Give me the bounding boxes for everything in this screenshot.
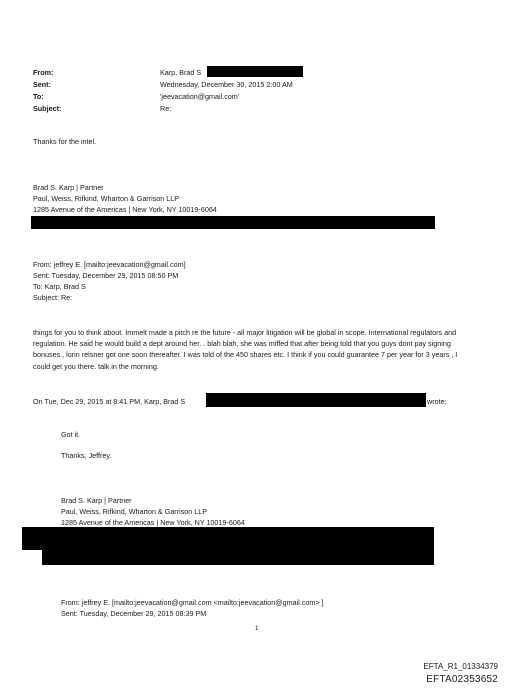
quoted-sent-line: Sent: Tuesday, December 29, 2015 08:39 PM bbox=[61, 609, 207, 618]
quoted-subject-line: Subject: Re: bbox=[33, 293, 73, 302]
redaction-box bbox=[207, 66, 303, 77]
sent-label: Sent: bbox=[33, 80, 51, 89]
quoted-to-line: To: Karp, Brad S bbox=[33, 282, 86, 291]
wrote-line-prefix: On Tue, Dec 29, 2015 at 8:41 PM, Karp, Brad S bbox=[33, 397, 186, 406]
signature-firm: Paul, Weiss, Rifkind, Wharton & Garrison LLP bbox=[33, 194, 180, 203]
from-value: Karp, Brad S bbox=[160, 68, 202, 77]
redaction-box bbox=[206, 393, 426, 407]
document-reference-secondary: EFTA02353652 bbox=[426, 674, 498, 685]
to-value: 'jeevacation@gmail.com' bbox=[160, 92, 240, 101]
page-number: 1 bbox=[255, 626, 259, 632]
from-label: From: bbox=[33, 68, 54, 77]
subject-label: Subject: bbox=[33, 104, 62, 113]
quoted-got-it: Got it. bbox=[61, 430, 81, 439]
reply-body: Thanks for the intel. bbox=[33, 137, 97, 146]
to-label: To: bbox=[33, 92, 44, 101]
document-reference-primary: EFTA_R1_01334379 bbox=[423, 662, 498, 671]
quoted-thanks: Thanks, Jeffrey. bbox=[61, 451, 112, 460]
signature-name: Brad S. Karp | Partner bbox=[33, 183, 104, 192]
sent-value: Wednesday, December 30, 2015 2:00 AM bbox=[160, 80, 293, 89]
redaction-box bbox=[31, 216, 435, 229]
wrote-line-suffix: wrote: bbox=[427, 397, 447, 406]
quoted-from-line: From: jeffrey E. [mailto:jeevacation@gmail.com <mailto:jeevacation@gmail.com> ] bbox=[61, 598, 324, 607]
signature-address: 1285 Avenue of the Americas | New York, NY 10019-6064 bbox=[61, 518, 245, 527]
subject-value: Re: bbox=[160, 104, 172, 113]
signature-address: 1285 Avenue of the Americas | New York, NY 10019-6064 bbox=[33, 205, 217, 214]
redaction-box bbox=[42, 545, 434, 565]
quoted-sent-line: Sent: Tuesday, December 29, 2015 08:50 PM bbox=[33, 271, 179, 280]
quoted-body: things for you to think about. Immelt made a pitch re the future - all major litigation will be global in scope. International regulators and regulation. He said he would build a dept around her. . blah blah, she was miffed that after being told that you guys dont pay signing bonuses , lorin reisner got one soon thereafter. I was told of the 450 shares etc. I think if you could guarantee 7 per year for 3 years , I could get you there. talk in the morning. bbox=[33, 328, 458, 371]
quoted-from-line: From: jeffrey E. [mailto:jeevacation@gmail.com] bbox=[33, 260, 186, 269]
signature-firm: Paul, Weiss, Rifkind, Wharton & Garrison LLP bbox=[61, 507, 208, 516]
signature-name: Brad S. Karp | Partner bbox=[61, 496, 132, 505]
